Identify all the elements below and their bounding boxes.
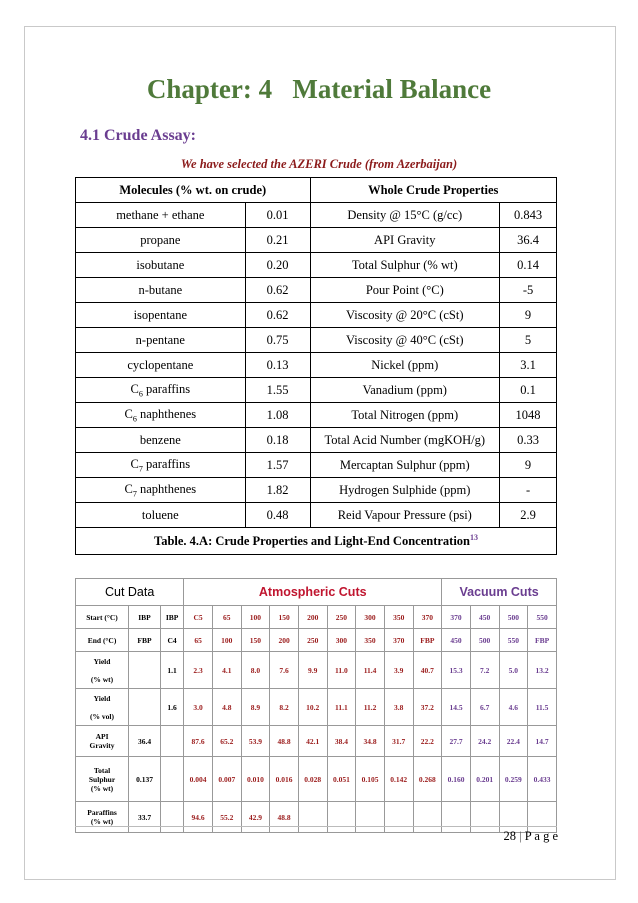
- atmospheric-cut-cell: 250: [327, 606, 356, 629]
- property-value-cell: -: [500, 478, 557, 503]
- atmospheric-cut-cell: 4.8: [212, 689, 241, 726]
- atmospheric-cut-cell: 100: [212, 629, 241, 652]
- yield-vol-row: [76, 689, 557, 726]
- row-label-line: (% vol): [90, 711, 115, 721]
- row-label-cell: Start (°C): [76, 606, 129, 629]
- row-label-cell: [76, 726, 129, 757]
- property-cell: Total Acid Number (mgKOH/g): [310, 428, 500, 453]
- row-label-line: (% wt): [90, 817, 114, 826]
- vacuum-cut-cell: 11.5: [528, 689, 557, 726]
- atmospheric-cut-cell: 9.9: [298, 652, 327, 689]
- crude-properties-body: [76, 203, 557, 528]
- row-label-line: (% wt): [90, 674, 114, 684]
- crude-value-cell: IBP: [129, 606, 161, 629]
- atmospheric-cut-cell: 94.6: [184, 802, 213, 833]
- atmospheric-cut-cell: 8.0: [241, 652, 270, 689]
- atmospheric-cut-cell: 11.1: [327, 689, 356, 726]
- property-cell: Viscosity @ 20°C (cSt): [310, 303, 500, 328]
- light-end-cell: IBP: [160, 606, 183, 629]
- vacuum-cut-cell: 14.5: [442, 689, 471, 726]
- row-label-line: Total: [93, 765, 111, 775]
- molecule-cell: cyclopentane: [76, 353, 246, 378]
- atmospheric-cut-cell: [298, 802, 327, 833]
- atmospheric-cut-cell: 0.142: [384, 757, 413, 802]
- atmospheric-cut-cell: 0.028: [298, 757, 327, 802]
- page-label: P a g e: [524, 829, 558, 843]
- atmospheric-cut-cell: 42.1: [298, 726, 327, 757]
- chapter-title: Chapter: 4 Material Balance: [146, 74, 492, 104]
- atmospheric-cut-cell: 3.9: [384, 652, 413, 689]
- atmospheric-cut-cell: 200: [270, 629, 299, 652]
- vacuum-cut-cell: 0.433: [528, 757, 557, 802]
- property-value-cell: -5: [500, 278, 557, 303]
- molecule-cell: benzene: [76, 428, 246, 453]
- molecule-value-cell: 1.55: [245, 378, 310, 403]
- vacuum-cut-cell: 15.3: [442, 652, 471, 689]
- page-separator: |: [519, 829, 522, 843]
- table-row: [76, 453, 557, 478]
- table-caption-reference: 13: [470, 532, 478, 542]
- molecule-cell: [76, 478, 246, 503]
- atmospheric-cut-cell: 300: [356, 606, 385, 629]
- atmospheric-cut-cell: 370: [384, 629, 413, 652]
- molecule-cell: [76, 378, 246, 403]
- row-label-line: Gravity: [89, 741, 115, 750]
- vacuum-cut-cell: 4.6: [499, 689, 528, 726]
- atmospheric-cut-cell: 42.9: [241, 802, 270, 833]
- table-row: [76, 203, 557, 228]
- row-label-cell: [76, 652, 129, 689]
- row-label-line: Sulphur: [88, 774, 116, 784]
- atmospheric-cut-cell: 3.8: [384, 689, 413, 726]
- property-value-cell: 1048: [500, 403, 557, 428]
- molecule-value-cell: 0.48: [245, 503, 310, 528]
- page-number: [504, 829, 558, 844]
- table-row: [76, 278, 557, 303]
- molecule-prefix: C: [124, 406, 133, 421]
- row-label-cell: [76, 802, 129, 833]
- table-row: [76, 378, 557, 403]
- atmospheric-cut-cell: [384, 802, 413, 833]
- atmospheric-cut-cell: 350: [356, 629, 385, 652]
- property-value-cell: 0.14: [500, 253, 557, 278]
- crude-properties-table: [75, 177, 557, 555]
- footer-rule: [75, 826, 557, 827]
- crude-value-cell: [129, 652, 161, 689]
- molecule-value-cell: 1.57: [245, 453, 310, 478]
- molecule-cell: methane + ethane: [76, 203, 246, 228]
- atmospheric-cut-cell: 48.8: [270, 802, 299, 833]
- property-cell: Vanadium (ppm): [310, 378, 500, 403]
- property-cell: Total Sulphur (% wt): [310, 253, 500, 278]
- light-end-cell: [160, 757, 183, 802]
- vacuum-cut-cell: 0.259: [499, 757, 528, 802]
- molecule-subscript: 7: [132, 489, 137, 499]
- molecule-value-cell: 1.82: [245, 478, 310, 503]
- atmospheric-cut-cell: 0.004: [184, 757, 213, 802]
- property-value-cell: 0.843: [500, 203, 557, 228]
- atmospheric-cut-cell: 11.0: [327, 652, 356, 689]
- property-cell: Total Nitrogen (ppm): [310, 403, 500, 428]
- vacuum-cut-cell: 24.2: [470, 726, 499, 757]
- property-cell: Density @ 15°C (g/cc): [310, 203, 500, 228]
- molecule-suffix: paraffins: [142, 456, 191, 471]
- vacuum-cut-cell: 370: [442, 606, 471, 629]
- molecule-value-cell: 0.20: [245, 253, 310, 278]
- property-cell: Hydrogen Sulphide (ppm): [310, 478, 500, 503]
- atmospheric-cut-cell: 38.4: [327, 726, 356, 757]
- atmospheric-cut-cell: 0.268: [413, 757, 442, 802]
- row-label-cell: [76, 689, 129, 726]
- atmospheric-cut-cell: 65: [184, 629, 213, 652]
- light-end-cell: [160, 726, 183, 757]
- row-label-cell: [76, 757, 129, 802]
- vacuum-cut-cell: 13.2: [528, 652, 557, 689]
- molecule-value-cell: 0.01: [245, 203, 310, 228]
- atmospheric-cut-cell: 87.6: [184, 726, 213, 757]
- vacuum-cuts-header: Vacuum Cuts: [442, 579, 557, 606]
- property-value-cell: 3.1: [500, 353, 557, 378]
- atmospheric-cut-cell: 0.010: [241, 757, 270, 802]
- molecule-cell: n-butane: [76, 278, 246, 303]
- property-value-cell: 9: [500, 453, 557, 478]
- crude-value-cell: 0.137: [129, 757, 161, 802]
- light-end-cell: 1.1: [160, 652, 183, 689]
- atmospheric-cut-cell: 31.7: [384, 726, 413, 757]
- yield-wt-row: [76, 652, 557, 689]
- atmospheric-cut-cell: 7.6: [270, 652, 299, 689]
- paraffins-row: [76, 802, 557, 833]
- vacuum-cut-cell: 27.7: [442, 726, 471, 757]
- property-cell: Pour Point (°C): [310, 278, 500, 303]
- atmospheric-cut-cell: 0.051: [327, 757, 356, 802]
- property-value-cell: 5: [500, 328, 557, 353]
- total-sulphur-row: [76, 757, 557, 802]
- molecule-cell: propane: [76, 228, 246, 253]
- vacuum-cut-cell: 7.2: [470, 652, 499, 689]
- atmospheric-cut-cell: 53.9: [241, 726, 270, 757]
- molecule-value-cell: 0.62: [245, 303, 310, 328]
- molecule-subscript: 6: [138, 389, 143, 399]
- atmospheric-cut-cell: 22.2: [413, 726, 442, 757]
- table-row: [76, 253, 557, 278]
- table-row: [76, 303, 557, 328]
- vacuum-cut-cell: 450: [442, 629, 471, 652]
- atmospheric-cut-cell: [327, 802, 356, 833]
- vacuum-cut-cell: 0.201: [470, 757, 499, 802]
- atmospheric-cut-cell: 37.2: [413, 689, 442, 726]
- molecule-prefix: C: [130, 381, 139, 396]
- atmospheric-cut-cell: 300: [327, 629, 356, 652]
- atmospheric-cut-cell: 2.3: [184, 652, 213, 689]
- molecule-cell: [76, 403, 246, 428]
- molecule-prefix: C: [124, 481, 133, 496]
- atmospheric-cut-cell: [413, 802, 442, 833]
- atmospheric-cut-cell: 100: [241, 606, 270, 629]
- section-heading: 4.1 Crude Assay:: [80, 127, 197, 144]
- property-value-cell: 2.9: [500, 503, 557, 528]
- molecule-value-cell: 0.62: [245, 278, 310, 303]
- intro-line: We have selected the AZERI Crude (from Azerbaijan): [180, 157, 458, 171]
- vacuum-cut-cell: 550: [499, 629, 528, 652]
- atmospheric-cut-cell: 55.2: [212, 802, 241, 833]
- vacuum-cut-cell: 6.7: [470, 689, 499, 726]
- atmospheric-cut-cell: 250: [298, 629, 327, 652]
- table-caption-text: Table. 4.A: Crude Properties and Light-End Concentration: [154, 534, 470, 549]
- atmospheric-cut-cell: 0.105: [356, 757, 385, 802]
- vacuum-cut-cell: 500: [470, 629, 499, 652]
- molecule-subscript: 7: [138, 464, 143, 474]
- molecule-cell: isobutane: [76, 253, 246, 278]
- atmospheric-cut-cell: 65.2: [212, 726, 241, 757]
- atmospheric-cut-cell: C5: [184, 606, 213, 629]
- table-row: [76, 228, 557, 253]
- atmospheric-cut-cell: 10.2: [298, 689, 327, 726]
- start-temp-row: [76, 606, 557, 629]
- atmospheric-cut-cell: 3.0: [184, 689, 213, 726]
- property-cell: Viscosity @ 40°C (cSt): [310, 328, 500, 353]
- table-row: [76, 503, 557, 528]
- atmospheric-cuts-header: Atmospheric Cuts: [184, 579, 442, 606]
- end-temp-row: [76, 629, 557, 652]
- vacuum-cut-cell: 550: [528, 606, 557, 629]
- atmospheric-cut-cell: 0.007: [212, 757, 241, 802]
- property-cell: Nickel (ppm): [310, 353, 500, 378]
- atmospheric-cut-cell: [356, 802, 385, 833]
- molecule-value-cell: 0.13: [245, 353, 310, 378]
- table-row: [76, 478, 557, 503]
- molecule-value-cell: 0.75: [245, 328, 310, 353]
- molecule-cell: n-pentane: [76, 328, 246, 353]
- vacuum-cut-cell: FBP: [528, 629, 557, 652]
- property-value-cell: 0.1: [500, 378, 557, 403]
- vacuum-cut-cell: [499, 802, 528, 833]
- crude-value-cell: 33.7: [129, 802, 161, 833]
- atmospheric-cut-cell: 8.2: [270, 689, 299, 726]
- crude-value-cell: FBP: [129, 629, 161, 652]
- page-number-value: 28: [503, 829, 517, 843]
- light-end-cell: C4: [160, 629, 183, 652]
- property-value-cell: 9: [500, 303, 557, 328]
- table-row: [76, 428, 557, 453]
- atmospheric-cut-cell: 11.2: [356, 689, 385, 726]
- property-value-cell: 0.33: [500, 428, 557, 453]
- cut-data-table: [75, 578, 557, 833]
- vacuum-cut-cell: [528, 802, 557, 833]
- vacuum-cut-cell: 14.7: [528, 726, 557, 757]
- row-label-line: Yield: [93, 693, 111, 703]
- atmospheric-cut-cell: 4.1: [212, 652, 241, 689]
- crude-value-cell: 36.4: [129, 726, 161, 757]
- atmospheric-cut-cell: 11.4: [356, 652, 385, 689]
- molecule-suffix: naphthenes: [136, 406, 197, 421]
- atmospheric-cut-cell: 48.8: [270, 726, 299, 757]
- properties-header: Whole Crude Properties: [310, 178, 557, 203]
- vacuum-cut-cell: 500: [499, 606, 528, 629]
- atmospheric-cut-cell: 0.016: [270, 757, 299, 802]
- table-row: [76, 353, 557, 378]
- atmospheric-cut-cell: 150: [270, 606, 299, 629]
- property-value-cell: 36.4: [500, 228, 557, 253]
- row-label-line: API: [95, 732, 109, 741]
- molecule-value-cell: 0.21: [245, 228, 310, 253]
- light-end-cell: [160, 802, 183, 833]
- molecule-cell: toluene: [76, 503, 246, 528]
- molecule-subscript: 6: [132, 414, 137, 424]
- molecule-value-cell: 0.18: [245, 428, 310, 453]
- row-label-line: (% wt): [90, 783, 114, 793]
- property-cell: Mercaptan Sulphur (ppm): [310, 453, 500, 478]
- vacuum-cut-cell: 0.160: [442, 757, 471, 802]
- atmospheric-cut-cell: 350: [384, 606, 413, 629]
- vacuum-cut-cell: [470, 802, 499, 833]
- table-caption: [76, 528, 557, 555]
- vacuum-cut-cell: 450: [470, 606, 499, 629]
- atmospheric-cut-cell: FBP: [413, 629, 442, 652]
- molecules-header: Molecules (% wt. on crude): [76, 178, 311, 203]
- row-label-line: Paraffins: [87, 808, 117, 817]
- molecule-suffix: naphthenes: [136, 481, 197, 496]
- table-row: [76, 403, 557, 428]
- atmospheric-cut-cell: 370: [413, 606, 442, 629]
- crude-value-cell: [129, 689, 161, 726]
- row-label-cell: End (°C): [76, 629, 129, 652]
- table-row: [76, 328, 557, 353]
- light-end-cell: 1.6: [160, 689, 183, 726]
- api-gravity-row: [76, 726, 557, 757]
- molecule-value-cell: 1.08: [245, 403, 310, 428]
- vacuum-cut-cell: 22.4: [499, 726, 528, 757]
- atmospheric-cut-cell: 8.9: [241, 689, 270, 726]
- vacuum-cut-cell: 5.0: [499, 652, 528, 689]
- molecule-cell: [76, 453, 246, 478]
- atmospheric-cut-cell: 65: [212, 606, 241, 629]
- vacuum-cut-cell: [442, 802, 471, 833]
- molecule-prefix: C: [130, 456, 139, 471]
- property-cell: API Gravity: [310, 228, 500, 253]
- atmospheric-cut-cell: 40.7: [413, 652, 442, 689]
- atmospheric-cut-cell: 150: [241, 629, 270, 652]
- row-label-line: Yield: [93, 656, 111, 666]
- molecule-cell: isopentane: [76, 303, 246, 328]
- property-cell: Reid Vapour Pressure (psi): [310, 503, 500, 528]
- atmospheric-cut-cell: 200: [298, 606, 327, 629]
- molecule-suffix: paraffins: [142, 381, 191, 396]
- cut-data-header: Cut Data: [76, 579, 184, 606]
- atmospheric-cut-cell: 34.8: [356, 726, 385, 757]
